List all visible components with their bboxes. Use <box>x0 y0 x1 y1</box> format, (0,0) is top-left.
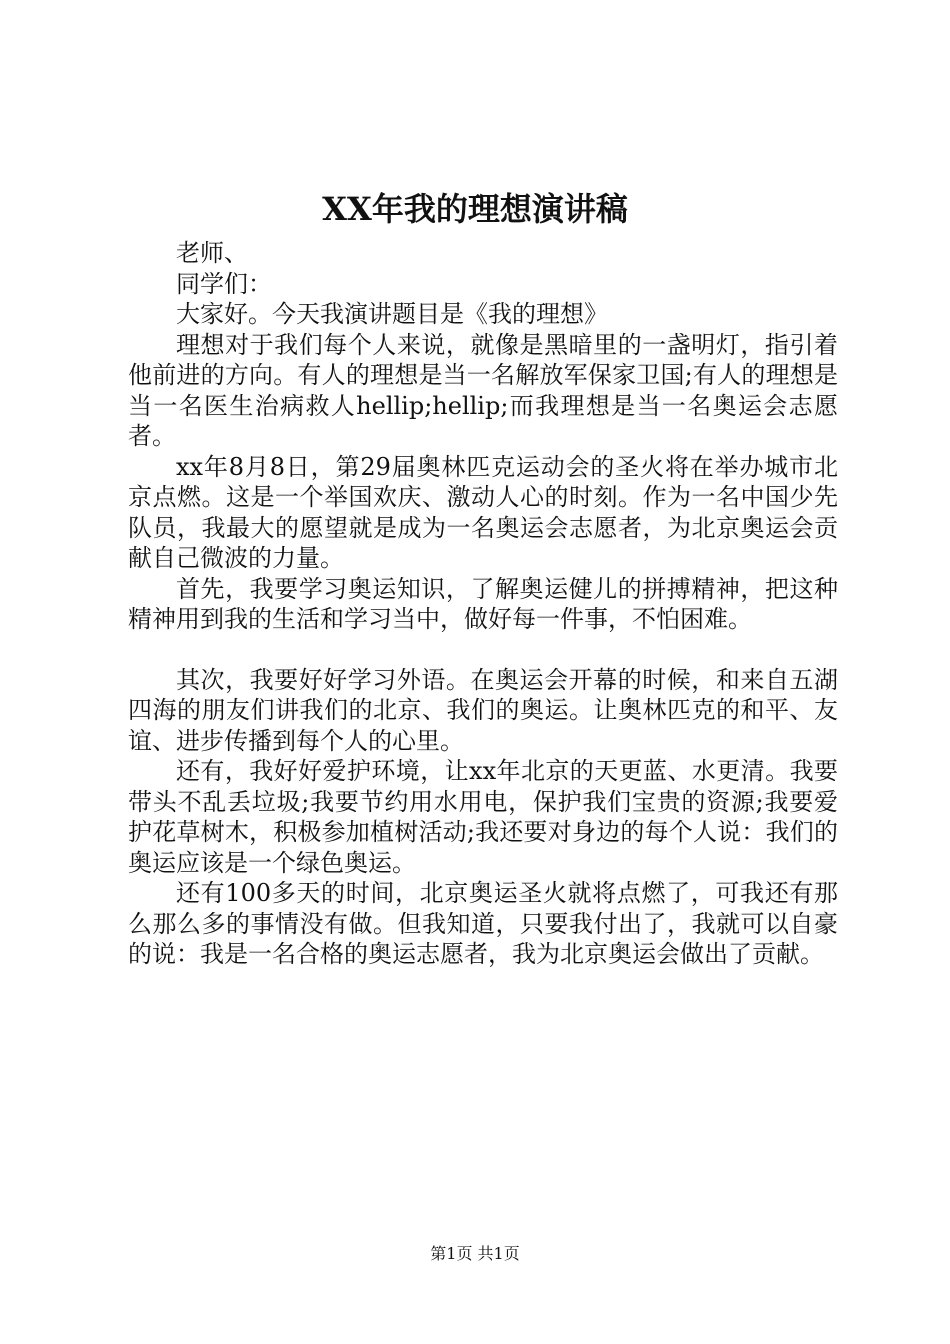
body-paragraph: xx年8月8日，第29届奥林匹克运动会的圣火将在举办城市北京点燃。这是一个举国欢庆、激动人心的时刻。作为一名中国少先队员，我最大的愿望就是成为一名奥运会志愿者，为北京奥运会贡献自己微波的力量。 <box>128 452 838 572</box>
salutation-classmates: 同学们： <box>176 269 272 298</box>
document-title: XX年我的理想演讲稿 <box>322 190 628 228</box>
body-paragraph: 还有100多天的时间，北京奥运圣火就将点燃了，可我还有那么那么多的事情没有做。但我知道，只要我付出了，我就可以自豪的说：我是一名合格的奥运志愿者，我为北京奥运会做出了贡献。 <box>128 879 838 968</box>
document-body <box>128 238 838 970</box>
body-paragraph: 首先，我要学习奥运知识，了解奥运健儿的拼搏精神，把这种精神用到我的生活和学习当中，做好每一件事，不怕困难。 <box>128 574 838 633</box>
page-footer: 第1页 共1页 <box>430 1244 520 1263</box>
body-paragraph: 其次，我要好好学习外语。在奥运会开幕的时候，和来自五湖四海的朋友们讲我们的北京、我们的奥运。让奥林匹克的和平、友谊、进步传播到每个人的心里。 <box>128 665 838 755</box>
salutation-teachers: 老师、 <box>176 239 248 267</box>
body-paragraph: 还有，我好好爱护环境，让xx年北京的天更蓝、水更清。我要带头不乱丢垃圾;我要节约用水用电，保护我们宝贵的资源;我要爱护花草树木，积极参加植树活动;我还要对身边的每个人说：我们的奥运应该是一个绿色奥运。 <box>128 757 838 877</box>
body-paragraph: 理想对于我们每个人来说，就像是黑暗里的一盏明灯，指引着他前进的方向。有人的理想是当一名解放军保家卫国;有人的理想是当一名医生治病救人hellip;hellip;而我理想是当一名奥运会志愿者。 <box>128 330 838 450</box>
greeting-paragraph: 大家好。今天我演讲题目是《我的理想》 <box>176 300 608 328</box>
